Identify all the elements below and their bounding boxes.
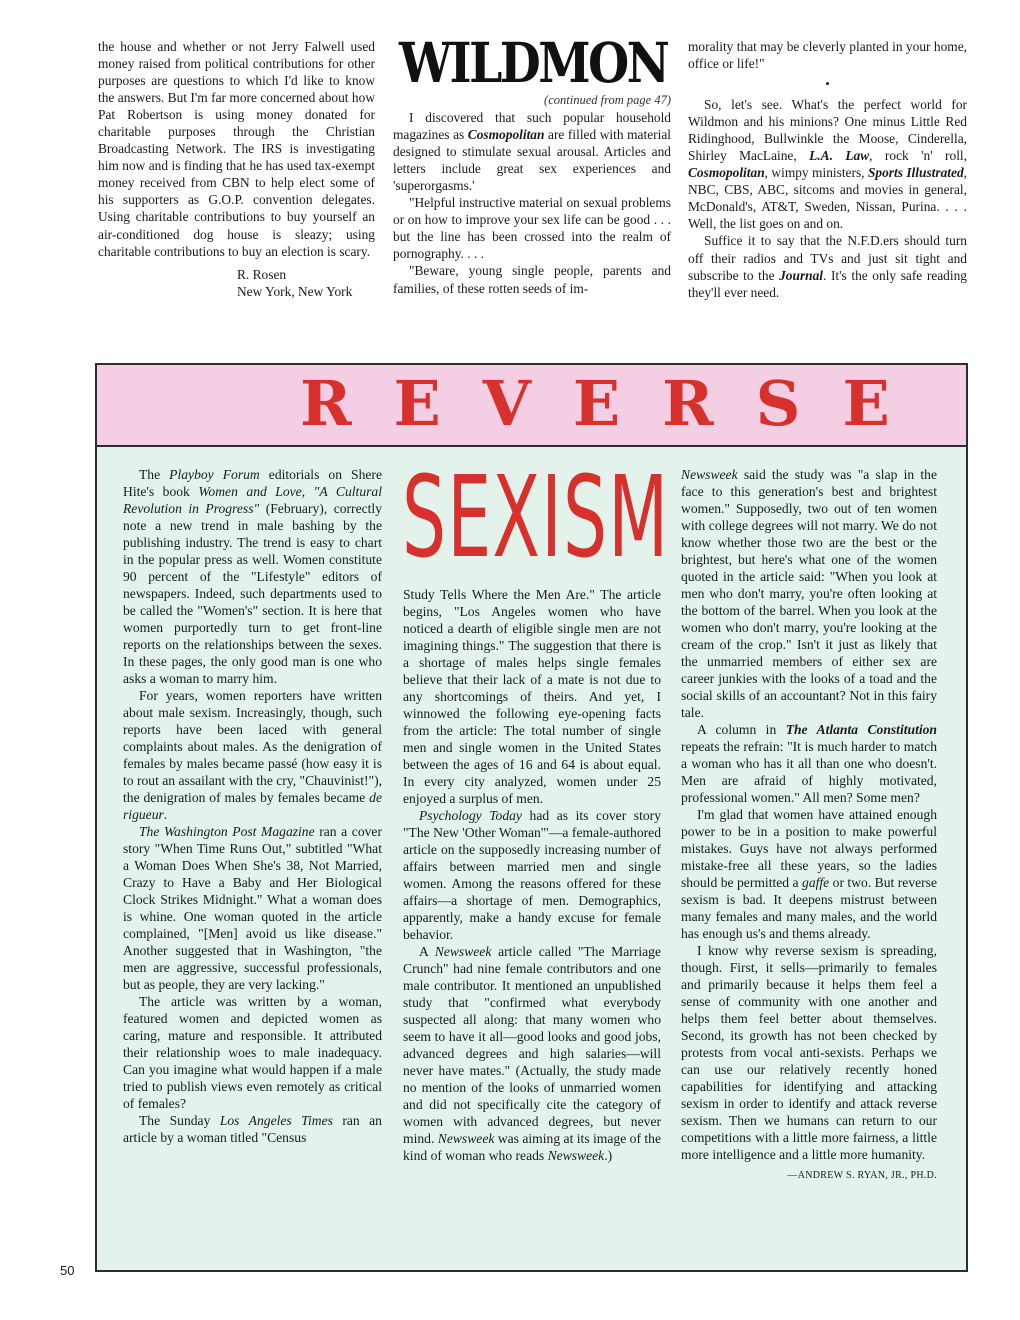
wildmon-paragraph-3: "Beware, young single people, parents and families, of these rotten seeds of im- [393, 263, 671, 296]
section-bullet: • [825, 76, 830, 92]
article-column-2 [403, 586, 661, 1164]
article-column-3 [681, 466, 937, 1184]
wildmon-paragraph-1: I discovered that such popular household magazines as Cosmopolitan are filled with material designed to stimulate sexual arousal. Articles and letters include great sex experiences and 'superorgasms.' [393, 110, 671, 194]
article-paragraph: The Sunday Los Angeles Times ran an article by a woman titled "Census [123, 1113, 382, 1145]
letter-body: the house and whether or not Jerry Falwell used money raised from political contributions for other purposes are questions to which I'd like to know the answers. But I'm far more concerned about how Pat Robertson is using money donated for charitable purposes through the Christian Broadcasting Network. The IRS is investigating him now and is finding that he has used tax-exempt money received from CBN to help elect some of his supporters as G.O.P. convention delegates. Using charitable contributions to buy yourself an air-conditioned dog house is sleazy; using charitable contributions to buy an election is scary. [98, 39, 375, 259]
article-paragraph: For years, women reporters have written about male sexism. Increasingly, though, such reports have been laced with general complaints about males. As the denigration of females by males became passé (how easy it is to rout an assailant with the cry, "Chauvinist!"), the denigration of males by females became de rigueur. [123, 688, 383, 822]
article-paragraph: Psychology Today had as its cover story "The New 'Other Woman'"—a female-authored article on the supposedly increasing number of affairs between married men and single women. Among the reasons offered for these affairs—a shortage of men. Demographics, apparently, make a handy excuse for female behavior. [403, 808, 661, 942]
wildmon-column [393, 30, 671, 297]
wildmon-paragraph-4: morality that may be cleverly planted in your home, office or life!" [688, 39, 967, 72]
sexism-title: SEXISM [402, 453, 670, 583]
article-paragraph: I'm glad that women have attained enough power to be in a position to make powerful mistakes. Guys have not always performed mistake-free all these years, so the ladies should be permitted a gaffe or two. But reverse sexism is bad. It deepens mistrust between many females and many males, and the world has enough us's and thems already. [681, 807, 937, 941]
article-paragraph: Newsweek said the study was "a slap in the face to this generation's best and brightest women." Supposedly, two out of ten women with college degrees will not marry. We do not know whether those two are the best or the brightest, but here's what one of the women quoted in the article said: "When you look at men who don't marry, you're often looking at the bottom of the barrel. When you look at the women who don't marry, you're looking at the cream of the crop." Isn't it just as likely that the unmarried members of either sex are career junkies with the looks of a toad and the social skills of an accountant? Not in this fairy tale. [681, 467, 937, 720]
wildmon-paragraph-6: Suffice it to say that the N.F.D.ers should turn off their radios and TVs and just sit tight and subscribe to the Journal. It's the only safe reading they'll ever need. [688, 233, 967, 300]
author-byline: —ANDREW S. RYAN, JR., PH.D. [787, 1170, 937, 1181]
wildmon-paragraph-2: "Helpful instructive material on sexual problems or on how to improve your sex life can be good . . . but the line has been crossed into the realm of pornography. . . . [393, 195, 671, 262]
wildmon-paragraph-5: So, let's see. What's the perfect world for Wildmon and his minions? One minus Little Red Ridinghood, Bullwinkle the Moose, Cinderella, Shirley MacLaine, L.A. Law, rock 'n' roll, Cosmopolitan, wimpy ministers, Sports Illustrated, NBC, CBS, ABC, sitcoms and movies in general, McDonald's, AT&T, Sweden, Nissan, Purina. . . . Well, the list goes on and on. [688, 97, 967, 232]
article-paragraph: Study Tells Where the Men Are." The article begins, "Los Angeles women who have noticed a dearth of eligible single men are not imagining things." The suggestion that there is a shortage of males helps single females believe that their lack of a mate is not due to any shortcomings of theirs. And yet, I winnowed the following eye-opening facts from the article: The total number of single men and single women in the United States between the ages of 16 and 64 is about equal. In every city analyzed, women under 25 enjoyed a surplus of men. [403, 587, 661, 806]
article-paragraph: The Washington Post Magazine ran a cover story "When Time Runs Out," subtitled "What a Woman Does When She's 38, Not Married, Crazy to Have a Baby and Her Biological Clock Strikes Midnight." What a woman does is whine. One woman quoted in the article complained, "[Men] avoid us like disease." Another suggested that in Washington, "the men are aggressive, successful professionals, but as people, they are very lacking." [123, 824, 382, 992]
continued-from-note: (continued from page 47) [544, 93, 671, 107]
page-number: 50 [60, 1263, 75, 1278]
wildmon-column-continued [688, 38, 967, 301]
letter-signer-name: R. Rosen [237, 266, 287, 282]
wildmon-headline: WILDMON [399, 30, 668, 95]
article-paragraph: The Playboy Forum editorials on Shere Hite's book Women and Love, "A Cultural Revolution in Progress" (February), correctly note a new trend in male bashing by the publishing industry. The trend is easy to chart in the popular press as well. Women constitute 90 percent of the "Lifestyle" editors of newspapers. Indeed, such departments used to be called the "Women's" section. It is here that women purportedly turn to get front-line reports on the relationships between the sexes. In these pages, the only good man is one who asks a woman to marry him. [123, 467, 382, 686]
article-paragraph: A column in The Atlanta Constitution repeats the refrain: "It is much harder to match a woman who has it all than one who doesn't. Men are afraid of highly motivated, professional women." All men? Some men? [681, 722, 937, 805]
article-paragraph: A Newsweek article called "The Marriage Crunch" had nine female contributors and one male contributor. It mentioned an unpublished study that "confirmed what everybody suspected all along: that many women who seem to have it all—good looks and good jobs, advanced degrees and high salaries—will never have mates." (Actually, the study made no mention of the looks of unmarried women and did not specifically cite the category of women with advanced degrees, but never mind. Newsweek was aiming at its image of the kind of woman who reads Newsweek.) [403, 944, 661, 1163]
reverse-title: REVERSE [300, 367, 932, 440]
article-paragraph: The article was written by a woman, featured women and depicted women as caring, mature and responsible. It attributed their relationship woes to male inadequacy. Can you imagine what would happen if a male tried to publish views even remotely as critical of females? [123, 994, 382, 1111]
reverse-header-band [97, 365, 966, 447]
letter-signer-location: New York, New York [237, 283, 353, 299]
letter-column [98, 38, 375, 300]
article-paragraph: I know why reverse sexism is spreading, though. First, it sells—primarily to females and primarily because it helps them feel a sense of community with one another and helps them feel better about themselves. Second, its growth has not been checked by protests from vocal anti-sexists. Perhaps we can use our relatively recently honed capabilities for identifying and attacking sexism in order to identify and attack reverse sexism. Then we humans can return to our competitions with a little more fairness, a little more intelligence and a little more humanity. [681, 943, 937, 1162]
article-column-1 [123, 466, 382, 1146]
